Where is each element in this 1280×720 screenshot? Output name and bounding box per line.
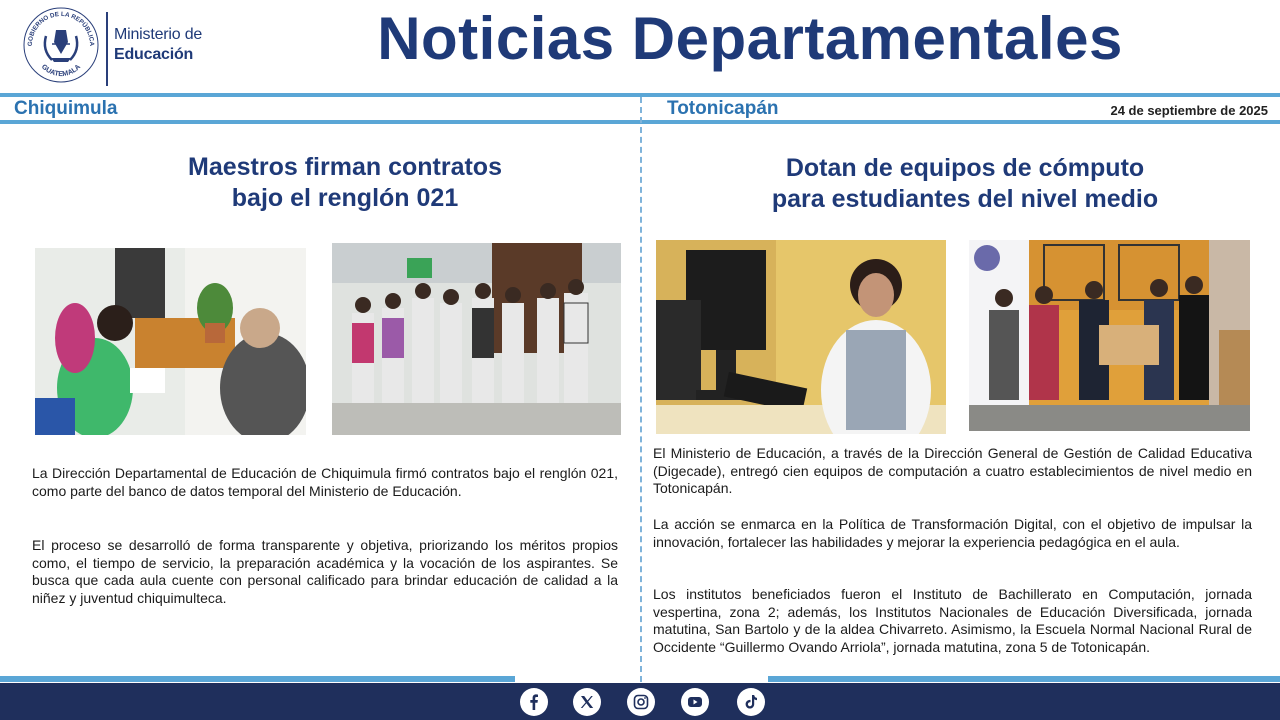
guatemala-seal-icon: [22, 6, 100, 84]
photo-teachers-group: [332, 243, 621, 435]
left-paragraph-1: La Dirección Departamental de Educación de Chiquimula firmó contratos bajo el renglón 021, como parte del banco de datos temporal del Ministerio de Educación.: [32, 465, 618, 499]
photo-student-computer: [656, 240, 946, 434]
left-paragraph-2: El proceso se desarrolló de forma transparente y objetiva, priorizando los méritos propios como, el tiempo de servicio, la preparación académica y la vocación de los aspirantes. Se busca que cada aula cuente con personal calificado para brindar educación de calidad a la niñez y juventud chiquimulteca.: [32, 537, 618, 606]
footer-accent-left: [0, 676, 515, 682]
x-icon[interactable]: [573, 688, 601, 716]
region-label-left: Chiquimula: [14, 98, 118, 119]
youtube-icon[interactable]: [681, 688, 709, 716]
left-headline: [140, 152, 550, 213]
right-paragraph-1: El Ministerio de Educación, a través de la Dirección General de Gestión de Calidad Educativa (Digecade), entregó cien equipos de computación a cuatro establecimientos de nivel medio en Totonicapán.: [653, 445, 1252, 497]
right-paragraph-2: La acción se enmarca en la Política de Transformación Digital, con el objetivo de impulsar la innovación, fortalecer las habilidades y mejorar la experiencia pedagógica en el aula.: [653, 516, 1252, 550]
left-headline-line2: bajo el renglón 021: [231, 183, 459, 212]
logo-divider: [106, 12, 108, 86]
left-headline-line1: Maestros firman contratos: [188, 153, 502, 181]
facebook-icon[interactable]: [520, 688, 548, 716]
right-paragraph-3: Los institutos beneficiados fueron el Instituto de Bachillerato en Computación, jornada vespertina, zona 2; además, los Institutos Nacionales de Educación Diversificada, jornada matutina, San Bartolo y de la aldea Chivarreto. Asimismo, la Escuela Normal Nacional Rural de Occidente “Guillermo Ovando Arriola”, jornada matutina, zona 5 de Totonicapán.: [653, 586, 1252, 655]
seal-bottom-text: GUATEMALA: [39, 63, 83, 79]
photo-equipment-delivery: [969, 240, 1250, 431]
tiktok-icon[interactable]: [737, 688, 765, 716]
right-headline-line2: para estudiantes del nivel medio: [771, 184, 1159, 213]
region-label-right: Totonicapán: [667, 98, 779, 119]
publication-date: 24 de septiembre de 2025: [1110, 103, 1268, 118]
page-title: Noticias Departamentales: [377, 5, 1123, 72]
ministry-logo: [22, 6, 222, 86]
right-headline-line1: Dotan de equipos de cómputo: [785, 154, 1145, 182]
ministry-name-bold: Educación: [114, 46, 194, 63]
column-separator: [640, 97, 642, 682]
seal-top-text: GOBIERNO DE LA REPÚBLICA: [26, 10, 96, 47]
photo-teachers-signing: [35, 248, 306, 435]
footer-accent-right: [768, 676, 1280, 682]
right-headline: [700, 153, 1230, 214]
ministry-name: Ministerio de: [114, 26, 203, 43]
instagram-icon[interactable]: [627, 688, 655, 716]
